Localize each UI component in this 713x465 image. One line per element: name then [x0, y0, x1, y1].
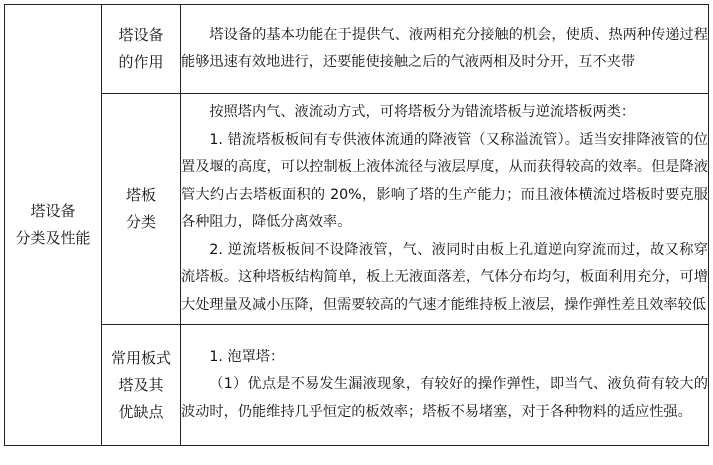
content-paragraph: （1）优点是不易发生漏液现象，有较好的操作弹性，即当气、液负荷有较大的波动时，仍能维持几乎恒定的板效率；塔板不易堵塞，对于各种物料的适应性强。 [181, 376, 708, 420]
subcategory-label-line: 分类 [125, 213, 156, 231]
subcategory-label-line: 塔设备 [118, 26, 164, 44]
table-row-plate-types [5, 94, 709, 325]
subcategory-cell-function [102, 5, 181, 94]
table-row-function [5, 5, 709, 94]
content-cell-plate-types [181, 94, 709, 325]
category-label-line2: 分类及性能 [15, 229, 91, 247]
subcategory-cell-plate-types [102, 94, 181, 325]
subcategory-cell-common-towers [102, 325, 181, 446]
subcategory-label-line: 的作用 [118, 53, 164, 71]
equipment-table [4, 4, 709, 446]
content-paragraph: 1. 错流塔板板间有专供液体流通的降液管（又称溢流管）。适当安排降液管的位置及堰的高度，可以控制板上液体流径与液层厚度，从而获得较高的效率。但是降液管大约占去塔板面积的 20%，影响了塔的生产能力；而且液体横流过塔板时要克服各种阻力，降低分离效率。 [181, 131, 708, 230]
content-paragraph: 按照塔内气、液流动方式，可将塔板分为错流塔板与逆流塔板两类： [209, 104, 636, 120]
content-paragraph: 2. 逆流塔板板间不设降液管，气、液同时由板上孔道逆向穿流而过，故又称穿流塔板。这种塔板结构简单，板上无液面落差，气体分布均匀，板面利用充分，可增大处理量及减小压降，但需要较高的气速才能维持板上液层，操作弹性差且效率较低 [181, 241, 708, 313]
content-paragraph: 1. 泡罩塔： [209, 348, 285, 365]
content-paragraph: 塔设备的基本功能在于提供气、液两相充分接触的机会，使质、热两种传递过程能够迅速有效地进行，还要能使接触之后的气液两相及时分开，互不夹带 [181, 26, 708, 70]
category-cell [5, 5, 102, 446]
subcategory-label-line: 塔板 [125, 186, 156, 204]
content-cell-function [181, 5, 709, 94]
category-label-line1: 塔设备 [30, 202, 76, 220]
subcategory-label-line: 常用板式 [110, 348, 171, 367]
subcategory-label-line: 塔及其 [118, 375, 164, 394]
content-cell-common-towers [181, 325, 709, 446]
subcategory-label-line: 优缺点 [118, 402, 164, 421]
table-row-common-towers [5, 325, 709, 446]
